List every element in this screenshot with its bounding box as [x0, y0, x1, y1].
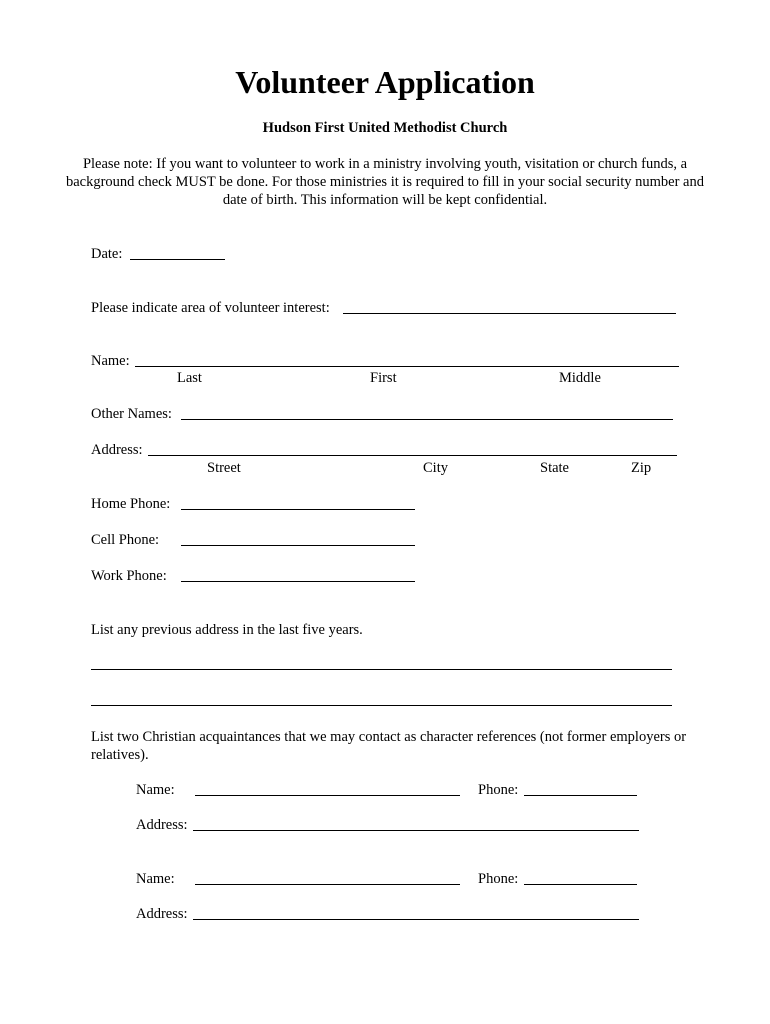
- reference-1-phone-label: Phone:: [478, 782, 519, 798]
- previous-address-line-1[interactable]: [91, 669, 672, 670]
- cell-phone-label: Cell Phone:: [91, 532, 160, 548]
- reference-2-name-label: Name:: [136, 871, 175, 887]
- other-names-label: Other Names:: [91, 406, 172, 422]
- organization-name: Hudson First United Methodist Church: [262, 120, 508, 136]
- name-last-caption: Last: [177, 370, 202, 386]
- reference-1-address-label: Address:: [136, 817, 188, 833]
- home-phone-label: Home Phone:: [91, 496, 171, 512]
- address-zip-caption: Zip: [631, 460, 652, 476]
- work-phone-field[interactable]: [181, 581, 415, 582]
- interest-label: Please indicate area of volunteer interest:: [91, 300, 330, 316]
- previous-address-prompt: List any previous address in the last five years.: [91, 622, 363, 638]
- address-street-caption: Street: [207, 460, 241, 476]
- name-label: Name:: [91, 353, 130, 369]
- previous-address-line-2[interactable]: [91, 705, 672, 706]
- cell-phone-field[interactable]: [181, 545, 415, 546]
- references-prompt: List two Christian acquaintances that we may contact as character references (not former employers or relatives).: [91, 729, 687, 763]
- reference-2-address-field[interactable]: [193, 919, 639, 920]
- reference-1-name-field[interactable]: [195, 795, 460, 796]
- date-field[interactable]: [130, 259, 225, 260]
- interest-field[interactable]: [343, 313, 676, 314]
- other-names-field[interactable]: [181, 419, 673, 420]
- address-label: Address:: [91, 442, 143, 458]
- background-check-note: Please note: If you want to volunteer to work in a ministry involving youth, visitation or church funds, a background check MUST be done. For those ministries it is required to fill in your social security number and date of birth. This information will be kept confidential.: [65, 156, 704, 208]
- reference-2-phone-field[interactable]: [524, 884, 637, 885]
- address-city-caption: City: [423, 460, 448, 476]
- address-state-caption: State: [540, 460, 569, 476]
- name-middle-caption: Middle: [559, 370, 601, 386]
- reference-2-phone-label: Phone:: [478, 871, 519, 887]
- reference-2-name-field[interactable]: [195, 884, 460, 885]
- name-field[interactable]: [135, 366, 679, 367]
- reference-1-address-field[interactable]: [193, 830, 639, 831]
- reference-1-phone-field[interactable]: [524, 795, 637, 796]
- date-label: Date:: [91, 246, 123, 262]
- reference-1-name-label: Name:: [136, 782, 175, 798]
- address-field[interactable]: [148, 455, 677, 456]
- reference-2-address-label: Address:: [136, 906, 188, 922]
- home-phone-field[interactable]: [181, 509, 415, 510]
- work-phone-label: Work Phone:: [91, 568, 167, 584]
- name-first-caption: First: [370, 370, 397, 386]
- page-title: Volunteer Application: [235, 64, 535, 100]
